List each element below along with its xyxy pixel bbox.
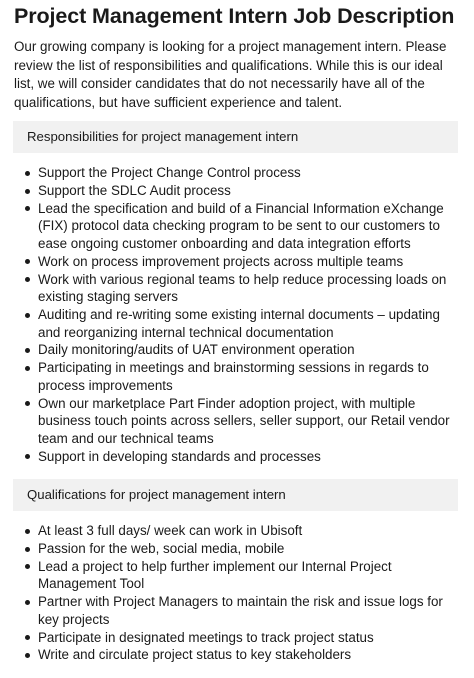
list-item [38,271,458,306]
bullet-icon [25,313,30,318]
bullet-icon [25,277,30,282]
bullet-icon [25,366,30,371]
list-item [38,200,458,253]
bullet-icon [25,401,30,406]
list-item [38,395,458,448]
list-item [38,359,458,394]
list-item [38,164,458,182]
list-item-text: Daily monitoring/audits of UAT environment operation [38,342,355,358]
list-item [38,629,458,647]
list-item-text: Participate in designated meetings to track project status [38,629,374,645]
list-item-text: Support the SDLC Audit process [38,183,231,199]
responsibilities-list [14,164,462,465]
list-item [38,182,458,200]
intro-paragraph: Our growing company is looking for a project management intern. Please review the list of responsibilities and qualifications. While this is our ideal list, we will consider candidates that do not necessarily have all of the qualifications, but have sufficient experience and talent. [14,39,447,110]
list-item-text: Lead the specification and build of a Financial Information eXchange (FIX) protocol data checking program to be sent to our customers to ease ongoing customer onboarding and data integration efforts [38,200,444,252]
qualifications-header: Qualifications for project management intern [13,479,458,511]
list-item-text: Auditing and re-writing some existing internal documents – updating and reorganizing internal technical documentation [38,307,440,340]
list-item [38,646,458,664]
list-item [38,540,458,558]
list-item-text: Own our marketplace Part Finder adoption project, with multiple business touch points across sellers, seller support, our Retail vendor team and our technical teams [38,395,450,446]
list-item-text: Passion for the web, social media, mobile [38,541,285,557]
list-item [38,593,458,628]
list-item [38,558,458,593]
bullet-icon [25,547,30,552]
list-item-text: Work on process improvement projects across multiple teams [38,253,404,269]
list-item-text: Support the Project Change Control process [38,165,301,181]
list-item [38,341,458,359]
list-item-text: Write and circulate project status to key stakeholders [38,647,352,663]
qualifications-list [14,522,462,664]
bullet-icon [25,348,30,353]
responsibilities-header: Responsibilities for project management intern [13,121,458,153]
list-item-text: Lead a project to help further implement our Internal Project Management Tool [38,558,392,592]
list-item-text: Participating in meetings and brainstorming sessions in regards to process improvements [38,360,429,393]
list-item-text: Partner with Project Managers to maintain the risk and issue logs for key projects [38,594,443,627]
bullet-icon [25,259,30,264]
list-item [38,522,458,540]
bullet-icon [25,564,30,569]
bullet-icon [25,529,30,534]
bullet-icon [25,635,30,640]
bullet-icon [25,454,30,459]
bullet-icon [25,653,30,658]
list-item-text: Work with various regional teams to help reduce processing loads on existing staging servers [38,271,447,305]
list-item-text: At least 3 full days/ week can work in Ubisoft [38,523,303,539]
bullet-icon [25,600,30,605]
list-item [38,448,458,466]
list-item [38,253,458,271]
page-title: Project Management Intern Job Description [14,4,455,28]
bullet-icon [25,206,30,211]
bullet-icon [25,189,30,194]
bullet-icon [25,171,30,176]
list-item-text: Support in developing standards and processes [38,448,321,464]
list-item [38,306,458,341]
